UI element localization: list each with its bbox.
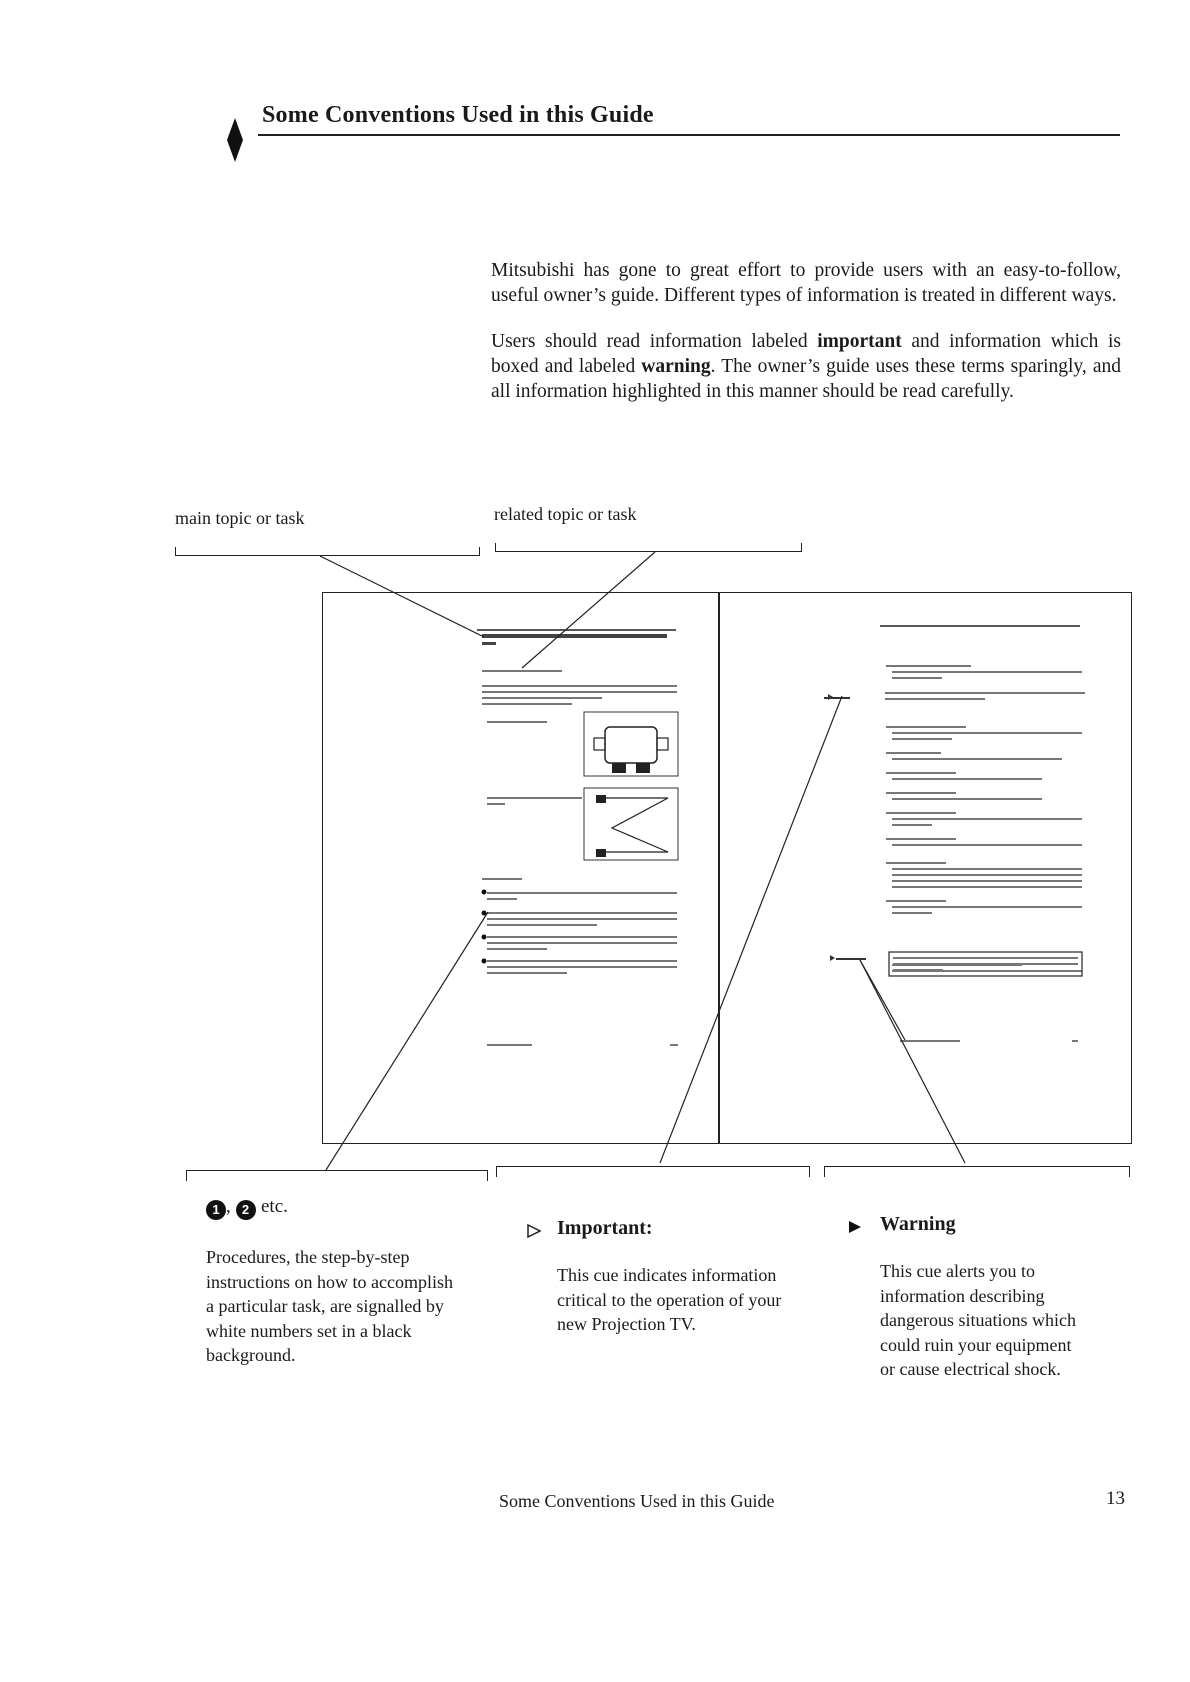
warning-description: This cue alerts you to information describing dangerous situations which could ruin your equipment or cause electrical shock. [880,1261,1076,1379]
intro-paragraph-2: Users should read information labeled important and information which is boxed and labeled warning. The owner’s guide uses these terms sparingly, and all information highlighted in this manner should be read carefully. [491,331,1121,402]
page-title: Some Conventions Used in this Guide [262,102,654,128]
intro-paragraph-1: Mitsubishi has gone to great effort to provide users with an easy-to-follow, useful owner’s guide. Different types of information is treated in different ways. [491,260,1121,306]
warning-heading: Warning [880,1213,956,1235]
important-heading: Important: [557,1217,653,1239]
related-topic-label: related topic or task [494,504,637,524]
warning-bracket [824,1166,1130,1177]
numbers-bracket [186,1170,488,1181]
term-warning: warning [641,356,711,377]
important-bracket [496,1166,810,1177]
footer-section-title: Some Conventions Used in this Guide [499,1491,775,1511]
main-topic-label: main topic or task [175,508,305,528]
step-number-1-icon: 1 [206,1200,226,1220]
open-triangle-icon [527,1224,541,1238]
term-important: important [817,331,902,352]
numbers-heading: 1 , 2 , etc. [206,1196,292,1220]
page-number: 13 [1106,1488,1125,1509]
solid-triangle-icon [848,1220,862,1234]
important-description: This cue indicates information critical to the operation of your new Projection TV. [557,1265,782,1334]
numbers-description: Procedures, the step-by-step instructions on how to accomplish a particular task, are signalled by white numbers set in a black background. [206,1247,453,1365]
step-number-2-icon: 2 [236,1200,256,1220]
